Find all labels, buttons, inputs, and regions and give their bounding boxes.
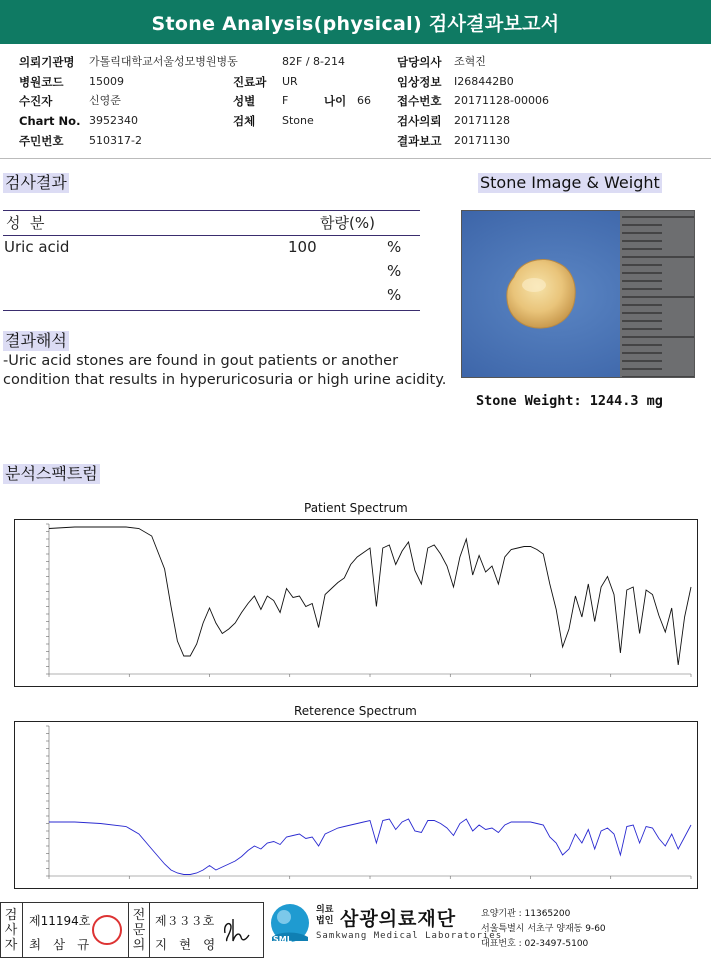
result-unit-3: % [387,286,402,304]
value-physician: 조혁진 [454,54,486,68]
info-divider [0,158,711,159]
org-english-name: Samkwang Medical Laboratories [316,931,503,941]
value-patient: 신영준 [89,94,121,108]
inspector-label: 검사자 [4,908,18,953]
chart-axes [49,524,691,674]
result-unit-2: % [387,262,402,280]
label-specimen: 검체 [233,114,256,129]
label-chart-no: Chart No. [19,114,81,129]
interpretation-text: -Uric acid stones are found in gout patients or another condition that results in hyperuricosuria or high urine acidity. [3,353,447,388]
value-request-date: 20171128 [454,114,510,128]
value-institution: 가톨릭대학교서울성모병원병동 [89,54,238,68]
label-sex: 성별 [233,94,256,109]
patient-spectrum-title: Patient Spectrum [304,501,408,515]
report-title: Stone Analysis(physical) 검사결과보고서 [151,12,560,35]
label-clinical-info: 임상정보 [397,74,442,89]
patient-info-col1 [19,52,238,151]
value-report-date: 20171130 [454,134,510,148]
patient-info-col2 [233,72,371,131]
label-resident-no: 주민번호 [19,134,64,149]
specialist-license: 제３３３호 [155,914,215,928]
specialist-signature [219,915,255,945]
spectrum-series-line [49,819,691,875]
specialist-name: 지 현 영 [155,937,220,952]
interpretation-heading: 결과해석 [5,331,67,350]
stone-weight: Stone Weight: 1244.3 mg [476,393,663,409]
results-heading: 검사결과 [5,173,67,192]
label-dept: 진료과 [233,74,267,89]
label-age: 나이 [324,94,347,109]
inspector-license: 제11194호 [29,914,91,928]
value-specimen: Stone [282,114,314,128]
patient-spectrum-chart [14,519,698,687]
results-table-top-border [3,210,420,211]
value-sex: F [282,94,289,108]
value-clinical-info: I268442B0 [454,74,514,88]
org-name: 삼광의료재단 [340,908,457,930]
label-hospital-code: 병원코드 [19,74,64,89]
stone-photo-graphic [462,211,695,378]
org-address: 서울특별시 서초구 양재동 9-60 [481,924,606,934]
reference-spectrum-svg [15,722,697,888]
stone-photo [461,210,695,378]
signature-box [0,902,264,958]
report-title-banner [0,0,711,44]
col-header-amount: 함량(%) [320,214,375,232]
label-accession-no: 접수번호 [397,94,442,109]
reference-spectrum-chart [14,721,698,889]
specialist-label: 전문의 [132,908,146,953]
reference-spectrum-title: Reterence Spectrum [294,704,417,718]
org-license-no: 요양기관 : 11365200 [481,909,571,919]
spectrum-series-line [49,527,691,665]
value-age: 66 [357,94,371,108]
results-table-bottom-border [3,310,420,311]
value-hospital-code: 15009 [89,74,124,88]
org-prefix: 의료법인 [316,905,334,926]
sml-logo-icon [268,903,314,955]
result-unit-1: % [387,238,402,256]
inspector-name: 최 삼 규 [29,937,94,952]
patient-info-col3 [397,52,549,151]
patient-spectrum-svg [15,520,697,686]
footer [0,900,711,963]
col-header-component: 성 분 [6,214,45,232]
stone-heading: Stone Image & Weight [480,173,660,192]
value-accession-no: 20171128-00006 [454,94,549,108]
spectrum-heading: 분석스팩트럼 [5,464,98,483]
sig-divider-1 [22,903,23,957]
result-component-1: Uric acid [4,238,70,256]
inspector-seal [92,915,122,945]
chart-axes [49,726,691,876]
label-patient: 수진자 [19,94,53,109]
label-request-date: 검사의뢰 [397,114,442,129]
sig-divider-3 [149,903,150,957]
result-value-1: 100 [288,238,317,256]
sml-logo-text: SML [273,935,292,944]
label-institution: 의뢰기관명 [19,54,75,69]
results-table-header-border [3,235,420,236]
label-physician: 담당의사 [397,54,442,69]
value-dept: UR [282,74,298,88]
org-logo [268,903,314,959]
value-ward: 82F / 8-214 [282,54,345,68]
org-phone: 대표번호 : 02-3497-5100 [481,939,589,949]
value-chart-no: 3952340 [89,114,138,128]
value-resident-no: 510317-2 [89,134,142,148]
sig-divider-2 [128,903,129,957]
label-report-date: 결과보고 [397,134,442,149]
ward-info [282,52,345,72]
